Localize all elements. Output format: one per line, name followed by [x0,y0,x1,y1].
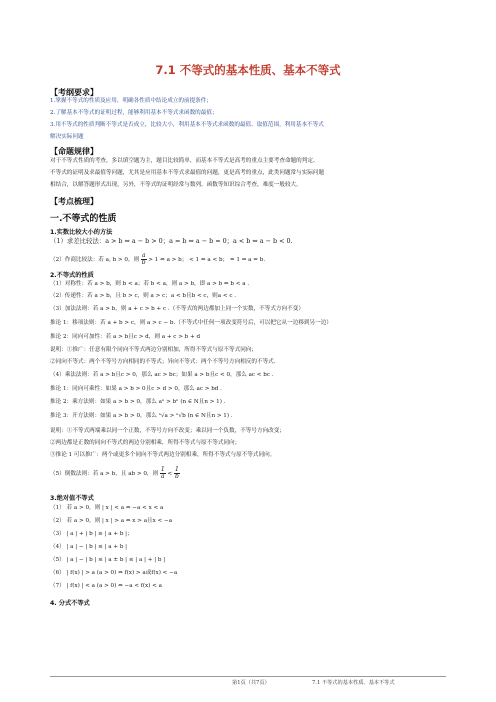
kaogang-item: 解决实际问题 [50,134,84,140]
note-line: 说明：①推广：任意有限个同向不等式两边分别相加，所得不等式与原不等式同向； [50,347,257,353]
text-line: 推论 3：开方法则：如果 a > b > 0，那么 ⁿ√a > ⁿ√b (n ∈ N且n > 1) . [50,413,233,419]
section-mingti: 【命题规律】 [50,147,98,156]
text-line: （6） | f(x) | > a (a > 0) ⇔ f(x) > a或f(x) < −a [50,570,178,576]
text-line: （4） | a | − | b | ≤ | a + b | [50,544,128,550]
text-segment: > 1 ⇔ a > b； < 1 ⇔ a < b； = 1 ⇔ a = b. [148,257,266,263]
text-segment: （5）倒数法则：若 a > b，且 ab > 0，则 [50,471,159,477]
fraction-denominator: a [161,473,165,480]
text-line: （1） 若 a > 0，则 | x | < a ⇔ −a < x < a [50,505,164,511]
subheading: 4. 分式不等式 [50,600,90,607]
text-line: （1）求差比较法：a > b ⇔ a − b > 0；a = b ⇔ a − b = 0；a < b ⇔ a − b < 0. [50,237,293,245]
text-line [50,253,265,266]
page-title: 7.1 不等式的基本性质、基本不等式 [155,63,341,77]
text-line: （2） 若 a > 0，则 | x | > a ⇔ x > a且x < −a [50,518,173,524]
text-line: （4）乘法法则：若 a > b且c > 0，那么 ac > bc；如果 a > b且c < 0，那么 ac < bc . [50,372,274,378]
mingti-line: 不等式的证明及求最值等问题，尤其是应用基本不等式求最值的问题，更是高考的重点，此类问题常与实际问题 [50,170,325,176]
note-line: 说明：①不等式两端乘以同一个正数，不等号方向不改变；乘以同一个负数，不等号方向改变； [50,428,285,434]
text-line: （3）加法法则：若 a > b，则 a + c > b + c .（不等式的两边都加上同一个实数，不等式方向不变） [50,306,304,312]
footer-document-title: 7.1 不等式的基本性质、基本不等式 [312,680,395,686]
fraction [141,253,147,266]
text-line [50,467,180,480]
fraction-numerator: 1 [174,466,179,473]
footer-page-number: 第1页（共7页） [232,680,270,686]
fraction-denominator: b [141,259,146,266]
text-line: 推论 2：乘方法则：如果 a > b > 0，那么 aⁿ > bⁿ (n ∈ N且n > 1) . [50,399,226,405]
note-line: ③推论 1 可以推广：两个或更多个同向不等式两边分别相乘，所得不等式与原不等式同向。 [50,452,276,458]
fraction [174,467,180,480]
fraction [160,467,166,480]
kaogang-item: 2.了解基本不等式的证明过程，能够利用基本不等式求函数的最值； [50,110,218,116]
text-line: （5） | a | − | b | ≤ | a ± b | ≤ | a | + | b | [50,557,166,563]
kaogang-item: 3.用不等式的性质判断不等式是否成立，比较大小，利用基本不等式求函数的最值、取值范围，利用基本不等式 [50,122,324,128]
fraction-numerator: a [141,252,146,259]
subheading: 1.实数比较大小的方法 [50,229,113,236]
text-line: （2）传递性：若 a > b，且 b > c，则 a > c；a < b且b < c，则a < c . [50,293,237,299]
text-line: 推论 1：同向可乘性：如果 a > b > 0且c > d > 0，那么 ac > bd . [50,386,222,392]
part-heading: 一.不等式的性质 [50,214,117,224]
less-than-sign: < [167,471,173,477]
mingti-line: 对于不等式性质的考查，多以填空题为主，题目比较简单，而基本不等式是高考的重点主要考查命题的判定、 [50,158,319,164]
section-kaogang: 【考纲要求】 [50,88,98,97]
subheading: 3.绝对值不等式 [50,495,94,502]
section-kaodian: 【考点梳理】 [50,197,98,206]
text-line: 推论 2：同向可加性：若 a > b且c > d，则 a + c > b + d [50,334,201,340]
mingti-line: 相结合，以解答题形式出现，另外，不等式的证明经常与数列、函数等知识综合考查，难度一般较大。 [50,182,302,188]
fraction-denominator: b [174,473,179,480]
text-line: （1）对称性：若 a > b，则 b < a；若 b < a，则 a > b，即 a > b ⇔ b < a . [50,281,250,287]
text-segment: （2）作商比较法：若 a, b > 0，则 [50,257,140,263]
text-line: （3） | a | + | b | ≥ | a + b |； [50,531,133,537]
subheading: 2.不等式的性质 [50,272,94,279]
text-line: （7） | f(x) | < a (a > 0) ⇔ −a < f(x) < a [50,583,162,589]
text-line: 推论 1：移项法则：若 a + b > c，则 a > c − b.（不等式中任何一项改变符号后，可以把它从一边移到另一边） [50,320,332,326]
footer-divider [50,676,446,677]
fraction-numerator: 1 [160,466,165,473]
kaogang-item: 1.掌握不等式的性质及应用，明确各性质中结论成立的前提条件； [50,98,212,104]
note-line: ②同向不等式：两个不等号方向相同的不等式；异向不等式：两个不等号方向相反的不等式. [50,359,276,365]
note-line: ②两边都是正数的同向不等式的两边分别相乘，所得不等式与原不等式同向； [50,440,241,446]
